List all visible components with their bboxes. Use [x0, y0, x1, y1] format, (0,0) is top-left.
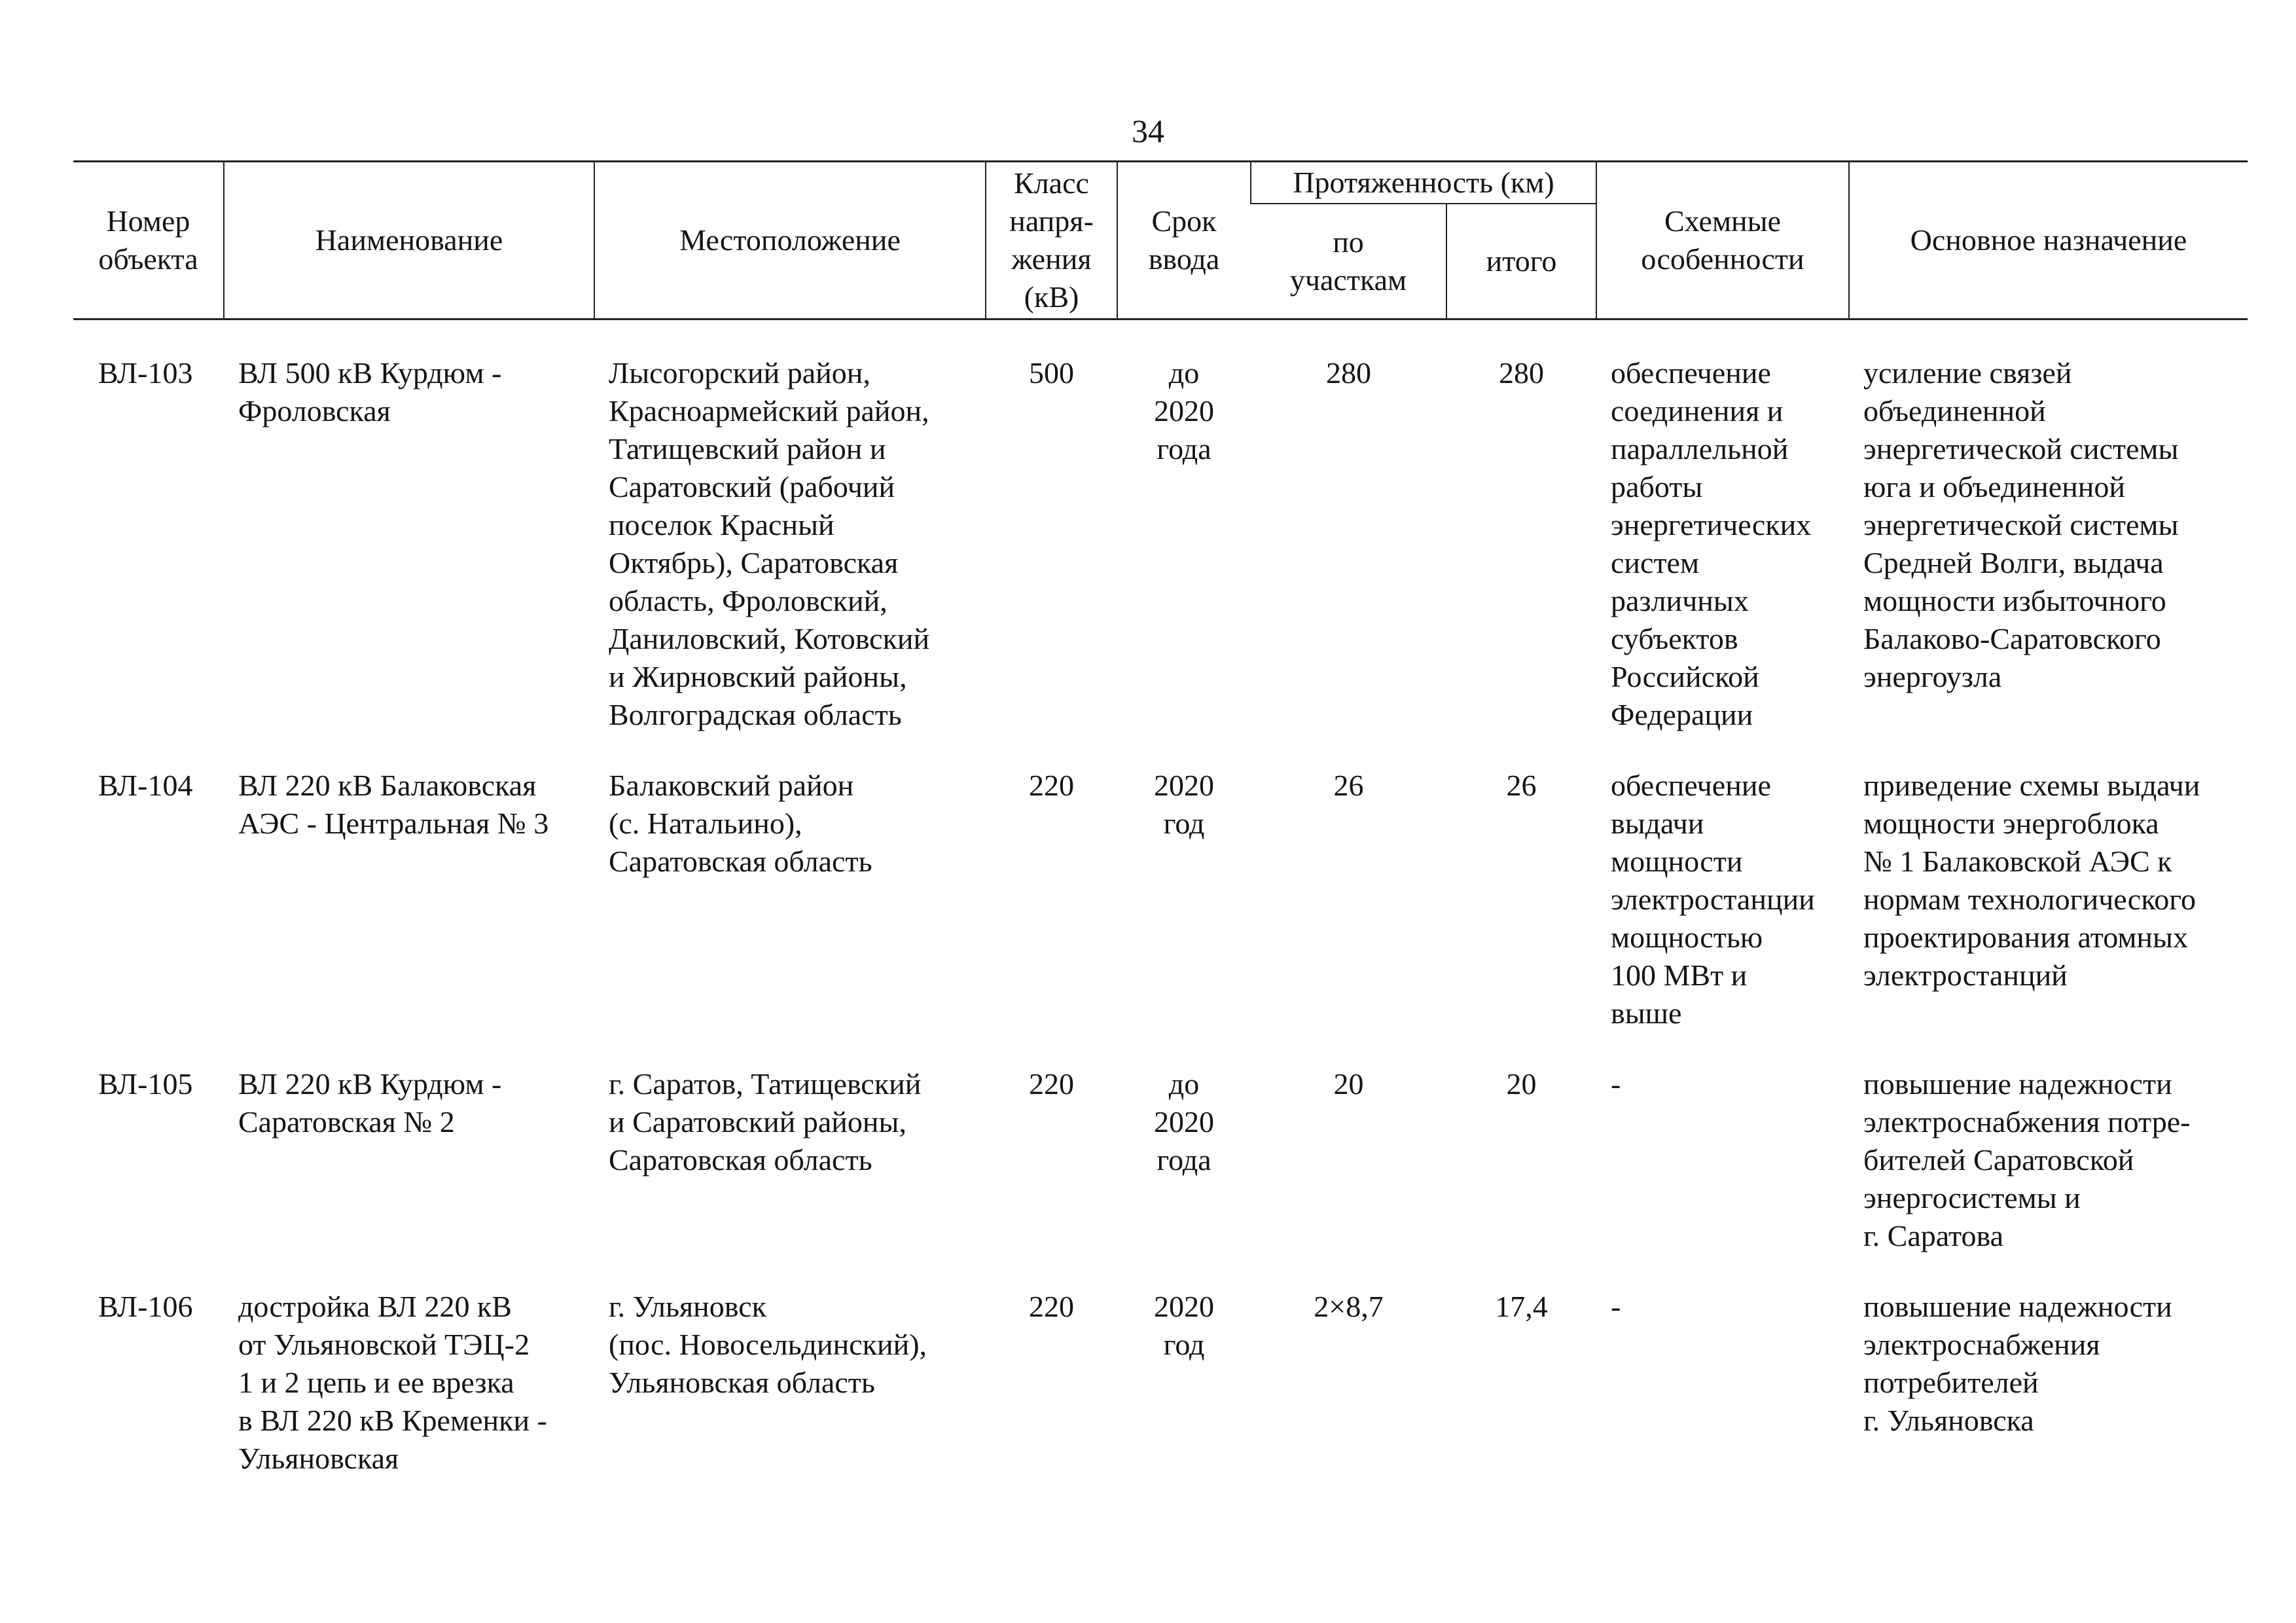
cell-scheme-features: -	[1611, 1067, 1621, 1101]
cell-length-total: 280	[1499, 356, 1544, 390]
cell-length-sections: 26	[1333, 768, 1364, 802]
cell-main-purpose: повышение надежности электроснабжения потребителей г. Ульяновска	[1863, 1289, 2172, 1437]
cell-location: Балаковский район (с. Натальино), Саратовская область	[609, 768, 872, 878]
cell-name: достройка ВЛ 220 кВ от Ульяновской ТЭЦ-2 1 и 2 цепь и ее врезка в ВЛ 220 кВ Кременки - Ульяновская	[238, 1289, 547, 1475]
cell-object-number: ВЛ-104	[98, 768, 193, 802]
cell-length-total: 26	[1506, 768, 1537, 802]
cell-length-total: 17,4	[1495, 1289, 1548, 1323]
header-length-total: итого	[1446, 204, 1596, 319]
cell-commission-date: 2020 год	[1154, 768, 1214, 840]
cell-scheme-features: обеспечение соединения и параллельной работы энергетических систем различных субъектов Российской Федерации	[1611, 356, 1812, 731]
cell-scheme-features: обеспечение выдачи мощности электростанции мощностью 100 МВт и выше	[1611, 768, 1815, 1030]
header-length-sections: по участкам	[1251, 204, 1446, 319]
cell-object-number: ВЛ-105	[98, 1067, 193, 1101]
cell-length-sections: 280	[1326, 356, 1371, 390]
header-name: Наименование	[224, 162, 594, 319]
header-scheme-features: Схемные особенности	[1596, 162, 1849, 319]
cell-voltage: 220	[1029, 768, 1074, 802]
cell-name: ВЛ 220 кВ Балаковская АЭС - Центральная № 3	[238, 768, 549, 840]
cell-commission-date: до 2020 года	[1154, 356, 1214, 465]
cell-length-sections: 20	[1333, 1067, 1364, 1101]
header-object-number: Номер объекта	[73, 162, 224, 319]
cell-main-purpose: повышение надежности электроснабжения потре- бителей Саратовской энергосистемы и г. Саратова	[1863, 1067, 2191, 1252]
header-voltage-class: Класс напря- жения (кВ)	[986, 162, 1117, 319]
table-header	[73, 162, 2248, 319]
cell-name: ВЛ 220 кВ Курдюм - Саратовская № 2	[238, 1067, 502, 1139]
cell-commission-date: до 2020 года	[1154, 1067, 1214, 1176]
cell-object-number: ВЛ-103	[98, 356, 193, 390]
table-body	[73, 319, 2248, 1510]
table-row	[73, 354, 2248, 767]
cell-scheme-features: -	[1611, 1289, 1621, 1323]
cell-main-purpose: усиление связей объединенной энергетической системы юга и объединенной энергетической системы Средней Волги, выдача мощности избыточного Балаково-Саратовского энергоузла	[1863, 356, 2179, 693]
header-length-group: Протяженность (км)	[1251, 162, 1596, 204]
cell-location: г. Саратов, Татищевский и Саратовский районы, Саратовская область	[609, 1067, 922, 1176]
cell-object-number: ВЛ-106	[98, 1289, 193, 1323]
header-main-purpose: Основное назначение	[1849, 162, 2248, 319]
cell-name: ВЛ 500 кВ Курдюм - Фроловская	[238, 356, 502, 428]
cell-length-sections: 2×8,7	[1314, 1289, 1384, 1323]
cell-voltage: 500	[1029, 356, 1074, 390]
cell-commission-date: 2020 год	[1154, 1289, 1214, 1361]
table-row	[73, 767, 2248, 1065]
page-number: 34	[1132, 113, 1164, 149]
table-row	[73, 1288, 2248, 1510]
cell-voltage: 220	[1029, 1289, 1074, 1323]
cell-main-purpose: приведение схемы выдачи мощности энергоблока № 1 Балаковской АЭС к нормам технологического проектирования атомных электростанций	[1863, 768, 2200, 992]
table-row	[73, 1065, 2248, 1288]
cell-length-total: 20	[1506, 1067, 1537, 1101]
header-commission-date: Срок ввода	[1117, 162, 1251, 319]
cell-voltage: 220	[1029, 1067, 1074, 1101]
header-location: Местоположение	[594, 162, 986, 319]
power-lines-table	[73, 160, 2248, 1510]
cell-location: Лысогорский район, Красноармейский район, Татищевский район и Саратовский (рабочий поселок Красный Октябрь), Саратовская область, Фроловский, Даниловский, Котовский и Жирновский районы, Волгоградская область	[609, 356, 930, 731]
cell-location: г. Ульяновск (пос. Новосельдинский), Ульяновская область	[609, 1289, 927, 1399]
